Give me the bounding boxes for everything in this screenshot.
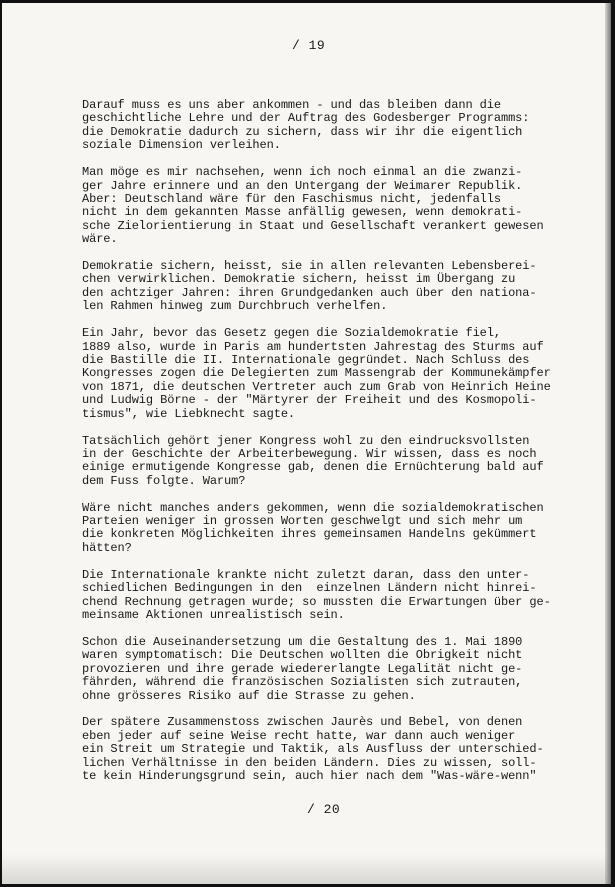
paragraph: Die Internationale krankte nicht zuletzt daran, dass den unter- schiedlichen Bedingungen in den einzelnen Ländern nicht hinrei- chend Rechnung getragen wurde; so mussten die Erwartungen über ge- meinsame Aktionen unrealistisch sein. — [82, 567, 551, 622]
paragraph: Demokratie sichern, heisst, sie in allen relevanten Lebensberei- chen verwirklichen. Demokratie sichern, heisst im Übergang zu den achtziger Jahren: ihren Grundgedanken auch über den nationa- len Rahmen hinweg zum Durchbruch verhelfen. — [82, 259, 537, 314]
paragraph: Darauf muss es uns aber ankommen - und das bleiben dann die geschichtliche Lehre und der Auftrag des Godesberger Programms: die Demokratie dadurch zu sichern, dass wir ihr die eigentlich soziale Dimension verleihen. — [82, 98, 530, 153]
paragraph: Schon die Auseinandersetzung um die Gestaltung des 1. Mai 1890 waren symptomatisch: Die Deutschen wollten die Obrigkeit nicht provozieren und ihre gerade wiedererlangte Legalität nicht ge- fährden, während die französischen Sozialisten sich zutrauten, ohne grösseres Risiko auf die Strasse zu gehen. — [82, 634, 523, 703]
paragraph: Wäre nicht manches anders gekommen, wenn die sozialdemokratischen Parteien weniger in grossen Worten geschwelgt und sich mehr um die konkreten Möglichkeiten ihres gemeinsamen Handelns gekümmert hätten? — [82, 500, 544, 555]
page-number-top: / 19 — [292, 38, 326, 53]
scan-edge-shadow — [605, 3, 611, 884]
document-body — [82, 99, 582, 797]
document-page — [2, 3, 611, 884]
paragraph: Tatsächlich gehört jener Kongress wohl zu den eindrucksvollsten in der Geschichte der Arbeiterbewegung. Wir wissen, dass es noch einige ermutigende Kongresse gab, denen die Ernüchterung bald auf dem Fuss folgte. Warum? — [82, 433, 544, 488]
paragraph: Ein Jahr, bevor das Gesetz gegen die Sozialdemokratie fiel, 1889 also, wurde in Paris am hundertsten Jahrestag des Sturms auf die Bastille die II. Internationale gegründet. Nach Schluss des Kongresses zogen die Delegierten zum Massengrab der Kommunekämpfer von 1871, die deutschen Vertreter auch zum Grab von Heinrich Heine und Ludwig Börne - der "Märtyrer der Freiheit und des Kosmopoli- tismus", wie Liebknecht sagte. — [82, 326, 551, 421]
scan-bottom-shading — [2, 854, 611, 884]
page-number-bottom: / 20 — [307, 802, 341, 817]
paragraph: Man möge es mir nachsehen, wenn ich noch einmal an die zwanzi- ger Jahre erinnere und an den Untergang der Weimarer Republik. Aber: Deutschland wäre für den Faschismus nicht, jedenfalls nicht in dem gekannten Masse anfällig gewesen, wenn demokrati- sche Zielorientierung in Staat und Gesellschaft verankert gewesen wäre. — [82, 165, 544, 247]
paragraph: Der spätere Zusammenstoss zwischen Jaurès und Bebel, von denen eben jeder auf seine Weise recht hatte, war dann auch weniger ein Streit um Strategie und Taktik, als Ausfluss der unterschied- lichen Verhältnisse in den beiden Ländern. Dies zu wissen, soll- te kein Hinderungsgrund sein, auch hier nach dem "Was-wäre-wenn" — [82, 715, 544, 784]
